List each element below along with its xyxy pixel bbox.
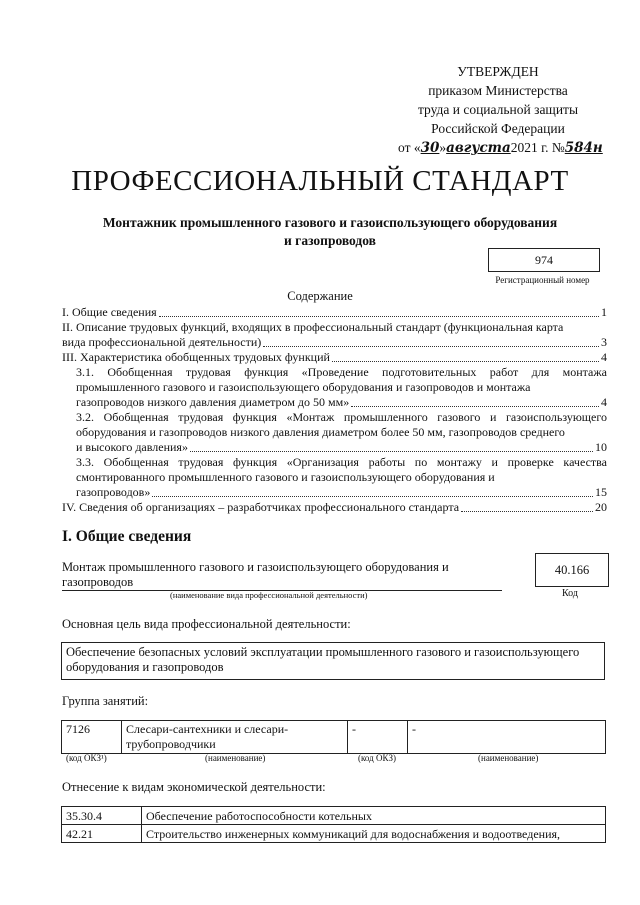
- approval-block: [398, 62, 603, 158]
- okved-label: Отнесение к видам экономической деятельности:: [62, 780, 326, 794]
- okved-code-cell: 35.30.4: [62, 807, 142, 825]
- okz-code-cell: -: [348, 721, 408, 754]
- activity-caption: (наименование вида профессиональной деятельности): [170, 590, 368, 600]
- toc-entry[interactable]: 3.1. Обобщенная трудовая функция «Проведение подготовительных работ для монтажа промышленного газового и газоиспользующего оборудования и газопроводов и монтажа газопроводов низкого давления диаметром до 50 мм» 4: [76, 365, 607, 409]
- document-title: ПРОФЕССИОНАЛЬНЫЙ СТАНДАРТ: [71, 165, 569, 197]
- toc-entry[interactable]: I. Общие сведения 1: [62, 305, 607, 319]
- okz-name-cell: -: [408, 721, 606, 754]
- table-of-contents: [62, 305, 607, 515]
- document-subtitle: Монтажник промышленного газового и газоиспользующего оборудования и газопроводов: [102, 215, 558, 248]
- toc-heading: Содержание: [287, 289, 353, 303]
- approval-month: августа: [446, 140, 511, 156]
- toc-entry[interactable]: 3.2. Обобщенная трудовая функция «Монтаж промышленного газового и газоиспользующего оборудования и газопроводов низкого давления диаметром более 50 мм, газопроводов среднего и высокого давления» 10: [76, 410, 607, 454]
- table-row: [62, 721, 606, 754]
- okz-name-cell: Слесари-сантехники и слесари-трубопроводчики: [122, 721, 348, 754]
- registration-number-box: 974: [488, 248, 600, 272]
- purpose-box: Обеспечение безопасных условий эксплуатации промышленного газового и газоиспользующего оборудования и газопроводов: [61, 642, 605, 680]
- approval-line: труда и социальной защиты: [417, 102, 579, 117]
- toc-entry[interactable]: IV. Сведения об организациях – разработчиках профессионального стандарта 20: [62, 500, 607, 514]
- approval-date-line: от «30»августа2021 г. №584н: [398, 140, 603, 156]
- activity-name: Монтаж промышленного газового и газоиспользующего оборудования и газопроводов: [62, 560, 502, 591]
- approval-line: приказом Министерства: [428, 83, 568, 98]
- toc-entry[interactable]: 3.3. Обобщенная трудовая функция «Организация работы по монтажу и проверке качества смонтированного промышленного газового и газоиспользующего оборудования и газопроводов» 15: [76, 455, 607, 499]
- registration-caption: Регистрационный номер: [495, 275, 590, 285]
- table-caption: (наименование): [478, 753, 539, 763]
- okved-code-cell: 42.21: [62, 825, 142, 843]
- purpose-label: Основная цель вида профессиональной деятельности:: [62, 617, 351, 631]
- okved-table: [61, 806, 606, 843]
- okved-name-cell: Строительство инженерных коммуникаций для водоснабжения и водоотведения,: [142, 825, 606, 843]
- okz-code-cell: 7126: [62, 721, 122, 754]
- activity-code-caption: Код: [562, 588, 578, 599]
- occupation-group-label: Группа занятий:: [62, 694, 149, 708]
- table-caption: (код ОКЗ): [358, 753, 396, 763]
- approval-line: Российской Федерации: [431, 121, 565, 136]
- toc-entry[interactable]: II. Описание трудовых функций, входящих в профессиональный стандарт (функциональная карта вида профессиональной деятельности) 3: [62, 320, 607, 349]
- activity-code-box: 40.166: [535, 553, 609, 587]
- occupation-group-table: [61, 720, 606, 754]
- section-heading: I. Общие сведения: [62, 528, 192, 545]
- approval-number: 584н: [564, 140, 603, 156]
- toc-entry[interactable]: III. Характеристика обобщенных трудовых функций 4: [62, 350, 607, 364]
- approval-day: 30: [420, 140, 440, 156]
- table-caption: (наименование): [205, 753, 266, 763]
- okved-name-cell: Обеспечение работоспособности котельных: [142, 807, 606, 825]
- table-row: [62, 807, 606, 825]
- table-caption: (код ОКЗ¹): [66, 753, 107, 763]
- approval-title: УТВЕРЖДЕН: [457, 64, 539, 79]
- table-row: [62, 825, 606, 843]
